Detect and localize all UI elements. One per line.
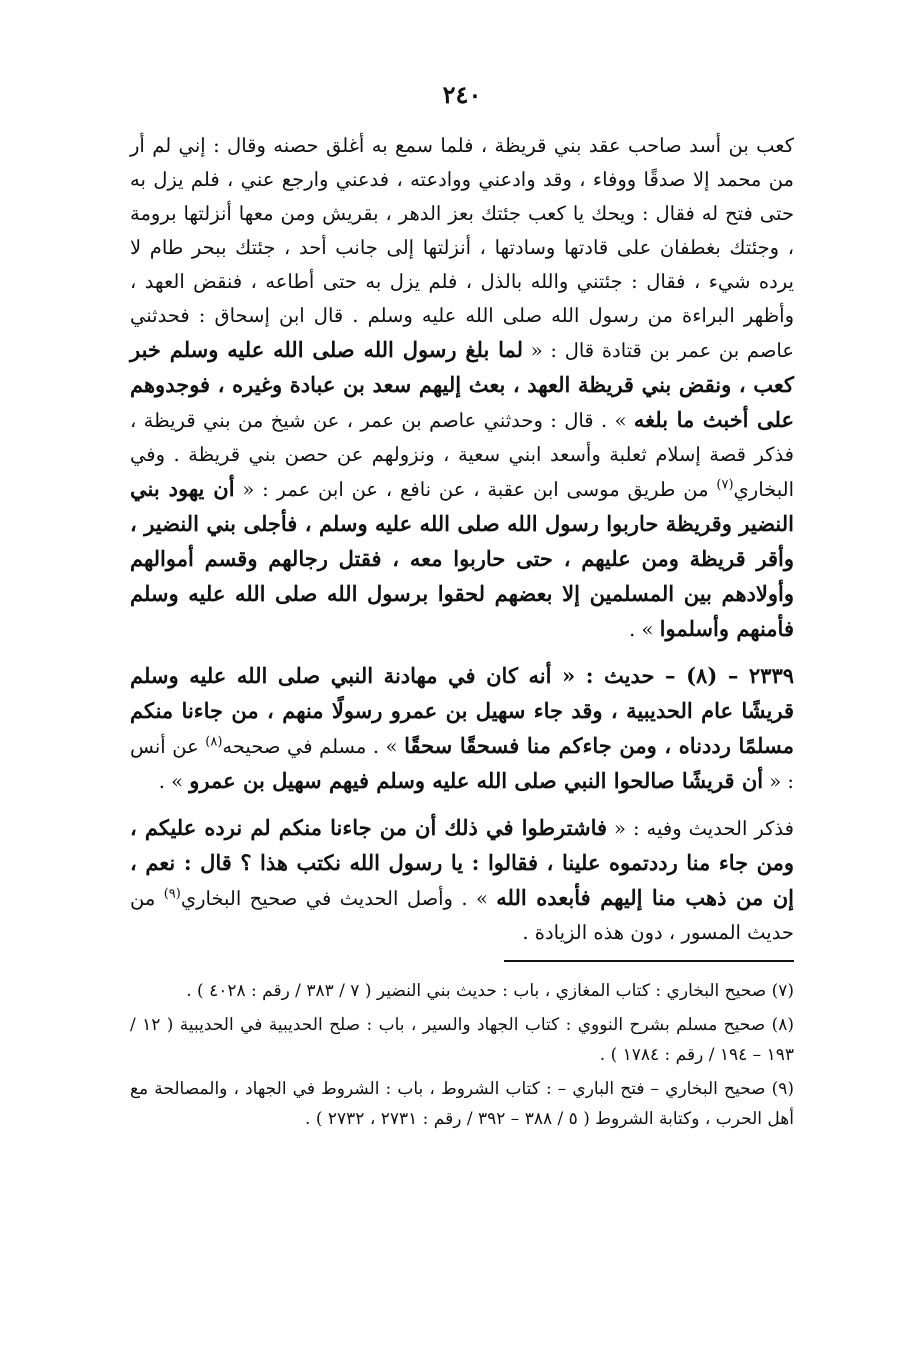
text-run: من طريق موسى ابن عقبة ، عن نافع ، عن ابن عمر : « [234, 478, 717, 501]
page-number: ٢٤٠ [442, 80, 482, 109]
hadith-quote: أنه كان في مهادنة النبي صلى الله عليه وسلم قريشًا عام الحديبية ، وقد جاء سهيل بن عمرو رسولًا منهم ، من جاءنا منكم مسلمًا رددناه ، ومن جاءكم منا فسحقًا سحقًا [130, 663, 794, 758]
footnote-ref: (٩) [163, 886, 181, 902]
paragraph-1 [130, 129, 794, 647]
footnote-divider [504, 960, 794, 962]
text-run: » . قال : وحدثني عاصم بن عمر ، عن شيخ من بني قريظة ، فذكر قصة إسلام ثعلبة وأسعد ابني سعية ، ونزولهم عن حصن بني قريظة . وفي البخاري [130, 409, 794, 501]
hadith-quote: لما بلغ رسول الله صلى الله عليه وسلم خبر كعب ، ونقض بني قريظة العهد ، بعث إليهم سعد بن عبادة وغيره ، فوجدوهم على أخبث ما بلغه [130, 337, 794, 432]
footnote-8: (٨) صحيح مسلم بشرح النووي : كتاب الجهاد والسير ، باب : صلح الحديبية في الحديبية ( ١٢ / ١٩٣ – ١٩٤ / رقم : ١٧٨٤ ) . [130, 1015, 794, 1065]
paragraph-3 [130, 811, 794, 950]
hadith-quote: فاشترطوا في ذلك أن من جاءنا منكم لم نرده عليكم ، ومن جاء منا رددتموه علينا ، فقالوا : يا رسول الله نكتب هذا ؟ قال : نعم ، إن من ذهب منا إليهم فأبعده الله [130, 815, 794, 910]
hadith-number: ٢٣٣٩ – (٨) – حديث : « [551, 663, 795, 688]
text-run: » . [158, 770, 190, 793]
book-page [130, 80, 794, 1138]
text-run: كعب بن أسد صاحب عقد بني قريظة ، فلما سمع به أغلق حصنه وقال : إني لم أر من محمد إلا صدقًا ووفاء ، وقد وادعني ووادعته ، فدعني وارجع عني ، فلم يزل به حتى فتح له فقال : ويحك يا كعب جئتك بعز الدهر ، بقريش ومن معها أنزلتها برومة ، وجئتك بغطفان على قادتها وسادتها ، أنزلتها إلى جانب أحد ، جئتك ببحر طام لا يرده شيء ، فقال : جئتني والله بالذل ، فلم يزل به حتى أطاعه ، فنقض العهد ، وأظهر البراءة من رسول الله صلى الله عليه وسلم . قال ابن إسحاق : فحدثني عاصم بن عمر بن قتادة قال : « [130, 134, 794, 362]
hadith-quote: أن قريشًا صالحوا النبي صلى الله عليه وسلم فيهم سهيل بن عمرو [189, 768, 764, 793]
text-run: عن أنس : « [130, 735, 794, 793]
footnote-ref: (٧) [716, 477, 734, 493]
hadith-quote: أن يهود بني النضير وقريظة حاربوا رسول الله صلى الله عليه وسلم ، فأجلى بني النضير ، وأقر قريظة ومن عليهم ، حتى حاربوا معه ، فقتل رجالهم وقسم أموالهم وأولادهم بين المسلمين إلا بعضهم لحقوا برسول الله صلى الله عليه وسلم فأمنهم وأسلموا [130, 476, 794, 641]
footnote-9: (٩) صحيح البخاري – فتح الباري – : كتاب الشروط ، باب : الشروط في الجهاد ، والمصالحة مع أهل الحرب ، وكتابة الشروط ( ٥ / ٣٨٨ – ٣٩٢ / رقم : ٢٧٣١ ، ٢٧٣٢ ) . [130, 1079, 794, 1129]
paragraph-2 [130, 659, 794, 799]
text-run: » . [629, 618, 660, 641]
footnote-7: (٧) صحيح البخاري : كتاب المغازي ، باب : حديث بني النضير ( ٧ / ٣٨٣ / رقم : ٤٠٢٨ ) . [186, 981, 794, 1001]
text-run: من حديث المسور ، دون هذه الزيادة . [130, 887, 794, 944]
text-run: فذكر الحديث وفيه : « [607, 817, 794, 840]
footnote-ref: (٨) [205, 734, 223, 750]
text-run: » . وأصل الحديث في صحيح البخاري [180, 887, 497, 910]
text-run: » . مسلم في صحيحه [222, 735, 405, 758]
